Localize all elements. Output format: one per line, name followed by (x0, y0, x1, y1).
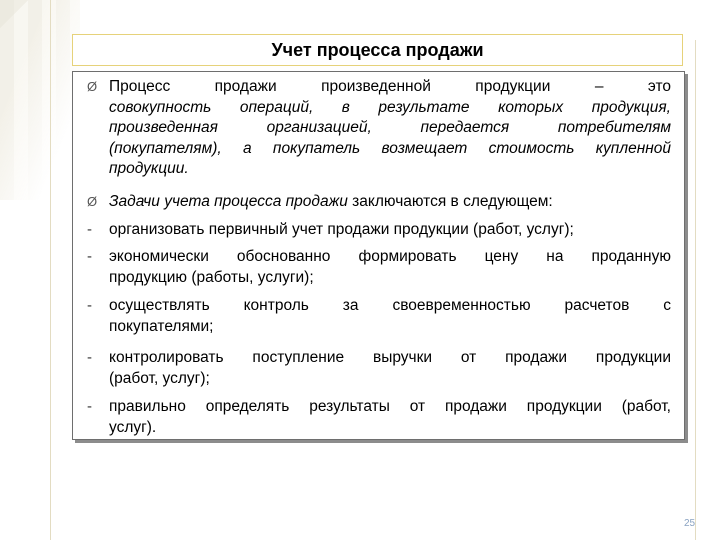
list-item-line: услуг). (109, 418, 157, 436)
title-box (72, 34, 683, 66)
definition-line-4: (покупателям), а покупатель возмещает стоимость купленной (109, 139, 671, 157)
dash-bullet: - (87, 297, 92, 314)
list-item-line: экономически обоснованно формировать цену на проданную (109, 248, 671, 265)
corner-decoration (0, 0, 80, 200)
definition-line-5: продукции. (109, 160, 189, 177)
content-box (72, 71, 685, 440)
list-item-line: правильно определять результаты от продажи продукции (работ, (109, 398, 671, 415)
definition-line-3: произведенная организацией, передается потребителям (109, 119, 671, 136)
list-item-line: осуществлять контроль за своевременностью расчетов с (109, 297, 671, 314)
dash-bullet: - (87, 248, 92, 265)
list-item-line: контролировать поступление выручки от продажи продукции (109, 349, 671, 366)
definition-line-1: Процесс продажи произведенной продукции – это (109, 78, 671, 95)
dash-bullet: - (87, 221, 92, 238)
list-item-line: покупателями; (109, 317, 214, 335)
list-item-line: организовать первичный учет продажи продукции (работ, услуг); (109, 221, 574, 238)
list-item-line: (работ, услуг); (109, 369, 210, 387)
dash-bullet: - (87, 398, 92, 415)
dash-bullet: - (87, 349, 92, 366)
tasks-heading: Задачи учета процесса продажи заключаются в следующем: (109, 193, 553, 210)
arrow-bullet-icon: Ø (87, 194, 98, 209)
frame-line-right (695, 40, 696, 540)
arrow-bullet-icon: Ø (87, 79, 98, 94)
list-item-line: продукцию (работы, услуги); (109, 268, 314, 286)
definition-line-2: совокупность операций, в результате которых продукция, (109, 98, 671, 116)
frame-line-left (50, 0, 51, 540)
page-number: 25 (684, 518, 696, 529)
slide-title: Учет процесса продажи (271, 40, 484, 60)
